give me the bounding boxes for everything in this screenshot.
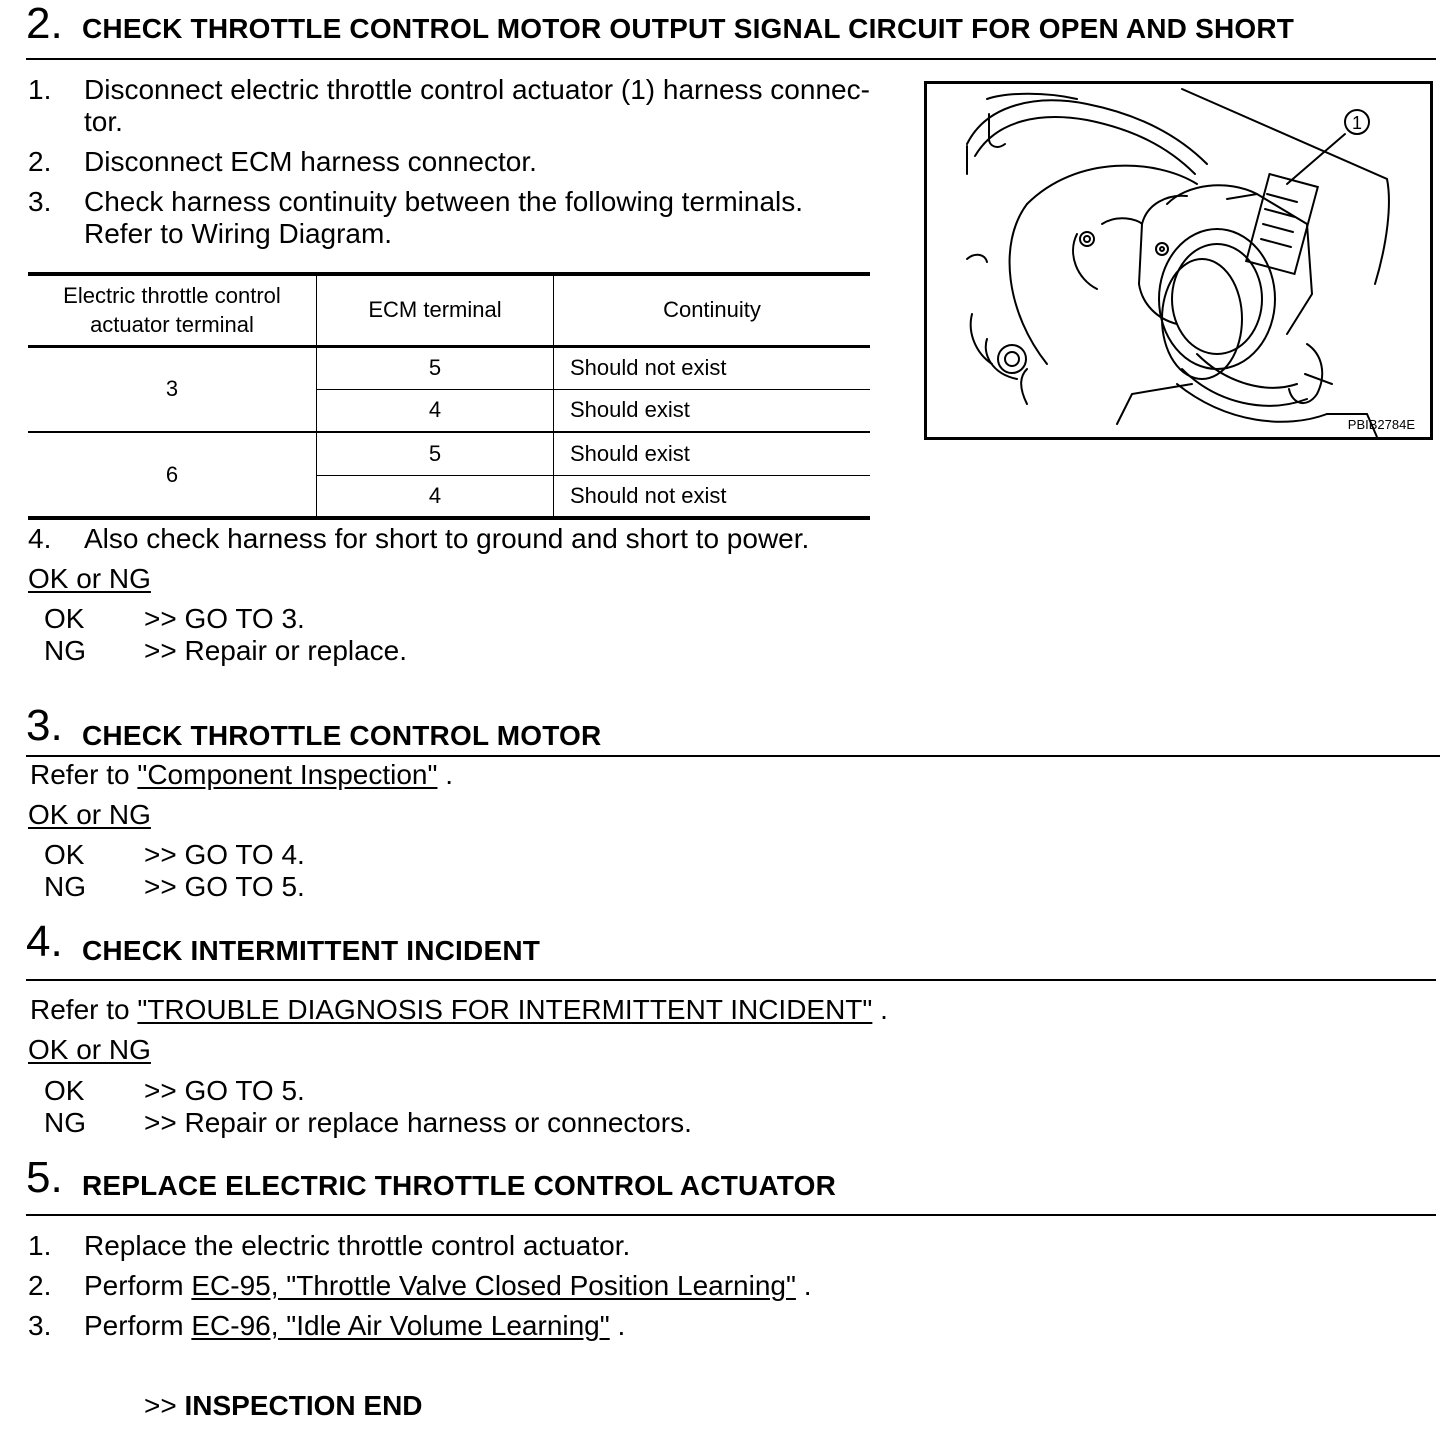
throttle-valve-learning-link[interactable]: EC-95, "Throttle Valve Closed Position Learning": [191, 1270, 796, 1301]
figure-callout-number: 1: [1351, 113, 1363, 133]
header-actuator-line2: actuator terminal: [90, 312, 254, 338]
section-4-number: 4.: [26, 917, 63, 966]
s3-refer-line: [30, 759, 453, 791]
s2-step2-number: 2.: [28, 146, 52, 177]
ecm-terminal-cell: 5: [317, 346, 554, 389]
s5-step3-number: 3.: [28, 1310, 52, 1341]
section-4-rule: [26, 979, 1436, 981]
section-2-number: 2.: [26, 0, 63, 48]
ecm-terminal-cell: 4: [317, 389, 554, 432]
component-inspection-link[interactable]: "Component Inspection": [137, 759, 438, 790]
s5-step2-suffix: .: [803, 1270, 812, 1301]
ecm-terminal-cell: 4: [317, 475, 554, 518]
continuity-cell: Should exist: [570, 397, 690, 423]
s2-ng-label: NG: [44, 635, 86, 666]
s5-step2-number: 2.: [28, 1270, 52, 1301]
s2-step3-text-cont: Refer to Wiring Diagram.: [84, 218, 393, 249]
s4-ok-action: >> GO TO 5.: [144, 1075, 305, 1106]
s2-step1-number: 1.: [28, 74, 52, 105]
section-5-number: 5.: [26, 1153, 63, 1202]
section-3-rule: [26, 755, 1440, 757]
s5-step1-number: 1.: [28, 1230, 52, 1261]
idle-air-volume-learning-link[interactable]: EC-96, "Idle Air Volume Learning": [191, 1310, 610, 1341]
s2-step3-number: 3.: [28, 186, 52, 217]
continuity-table: [28, 272, 870, 520]
s4-ng-action: >> Repair or replace harness or connectors.: [144, 1107, 692, 1138]
section-2-rule: [26, 58, 1436, 60]
throttle-body-illustration: [927, 84, 1430, 437]
header-actuator-terminal: [28, 274, 317, 346]
s2-step1-text-cont: tor.: [84, 106, 123, 137]
s2-step1-text: Disconnect electric throttle control actuator (1) harness connec-: [84, 74, 870, 105]
s2-ok-action: >> GO TO 3.: [144, 603, 305, 634]
ecm-terminal-cell: 5: [317, 432, 554, 475]
s2-ok-label: OK: [44, 603, 85, 634]
s4-refer-prefix: Refer to: [30, 994, 130, 1025]
figure-code: PBIB2784E: [1347, 417, 1415, 432]
continuity-cell: Should not exist: [570, 482, 727, 508]
s2-ng-action: >> Repair or replace.: [144, 635, 408, 666]
actuator-terminal-cell: 6: [28, 432, 317, 518]
header-continuity: Continuity: [663, 297, 761, 323]
section-5-title: REPLACE ELECTRIC THROTTLE CONTROL ACTUATOR: [82, 1170, 837, 1201]
s2-step4-number: 4.: [28, 523, 52, 554]
continuity-cell: Should exist: [570, 440, 690, 466]
section-2-title: CHECK THROTTLE CONTROL MOTOR OUTPUT SIGNAL CIRCUIT FOR OPEN AND SHORT: [82, 13, 1295, 44]
s2-step2-text: Disconnect ECM harness connector.: [84, 146, 537, 177]
s3-ng-label: NG: [44, 871, 86, 902]
s4-ok-label: OK: [44, 1075, 85, 1106]
s2-ok-or-ng: OK or NG: [28, 563, 151, 594]
s4-refer-suffix: .: [880, 994, 888, 1025]
table-header-row: [28, 274, 870, 346]
s2-step3-text: Check harness continuity between the following terminals.: [84, 186, 804, 217]
s5-step3-suffix: .: [617, 1310, 626, 1341]
s3-ng-action: >> GO TO 5.: [144, 871, 305, 902]
section-3-title: CHECK THROTTLE CONTROL MOTOR: [82, 720, 602, 751]
s5-step3-prefix: Perform: [84, 1310, 184, 1341]
s5-step3-line: [84, 1310, 625, 1342]
s3-refer-suffix: .: [445, 759, 454, 790]
s5-step1-text: Replace the electric throttle control actuator.: [84, 1230, 631, 1261]
header-actuator-line1: Electric throttle control: [63, 283, 281, 309]
inspection-end-prefix: >>: [144, 1390, 177, 1421]
header-ecm-terminal: ECM terminal: [317, 274, 554, 346]
s4-refer-line: [30, 994, 888, 1026]
s4-ok-or-ng: OK or NG: [28, 1034, 151, 1065]
s4-ng-label: NG: [44, 1107, 86, 1138]
s3-ok-action: >> GO TO 4.: [144, 839, 305, 870]
table-row: [28, 432, 870, 475]
inspection-end-label: INSPECTION END: [184, 1390, 423, 1421]
table-row: [28, 346, 870, 389]
section-3-number: 3.: [26, 701, 63, 750]
section-4-title: CHECK INTERMITTENT INCIDENT: [82, 935, 541, 966]
section-5-rule: [26, 1214, 1436, 1216]
s2-step4-text: Also check harness for short to ground and short to power.: [84, 523, 810, 554]
s3-ok-label: OK: [44, 839, 85, 870]
inspection-end: [144, 1390, 423, 1422]
s3-ok-or-ng: OK or NG: [28, 799, 151, 830]
s3-refer-prefix: Refer to: [30, 759, 130, 790]
throttle-actuator-figure: [924, 81, 1433, 440]
s5-step2-line: [84, 1270, 811, 1302]
s5-step2-prefix: Perform: [84, 1270, 184, 1301]
actuator-terminal-cell: 3: [28, 346, 317, 432]
continuity-cell: Should not exist: [570, 355, 727, 380]
intermittent-incident-link[interactable]: "TROUBLE DIAGNOSIS FOR INTERMITTENT INCIDENT": [137, 994, 873, 1025]
